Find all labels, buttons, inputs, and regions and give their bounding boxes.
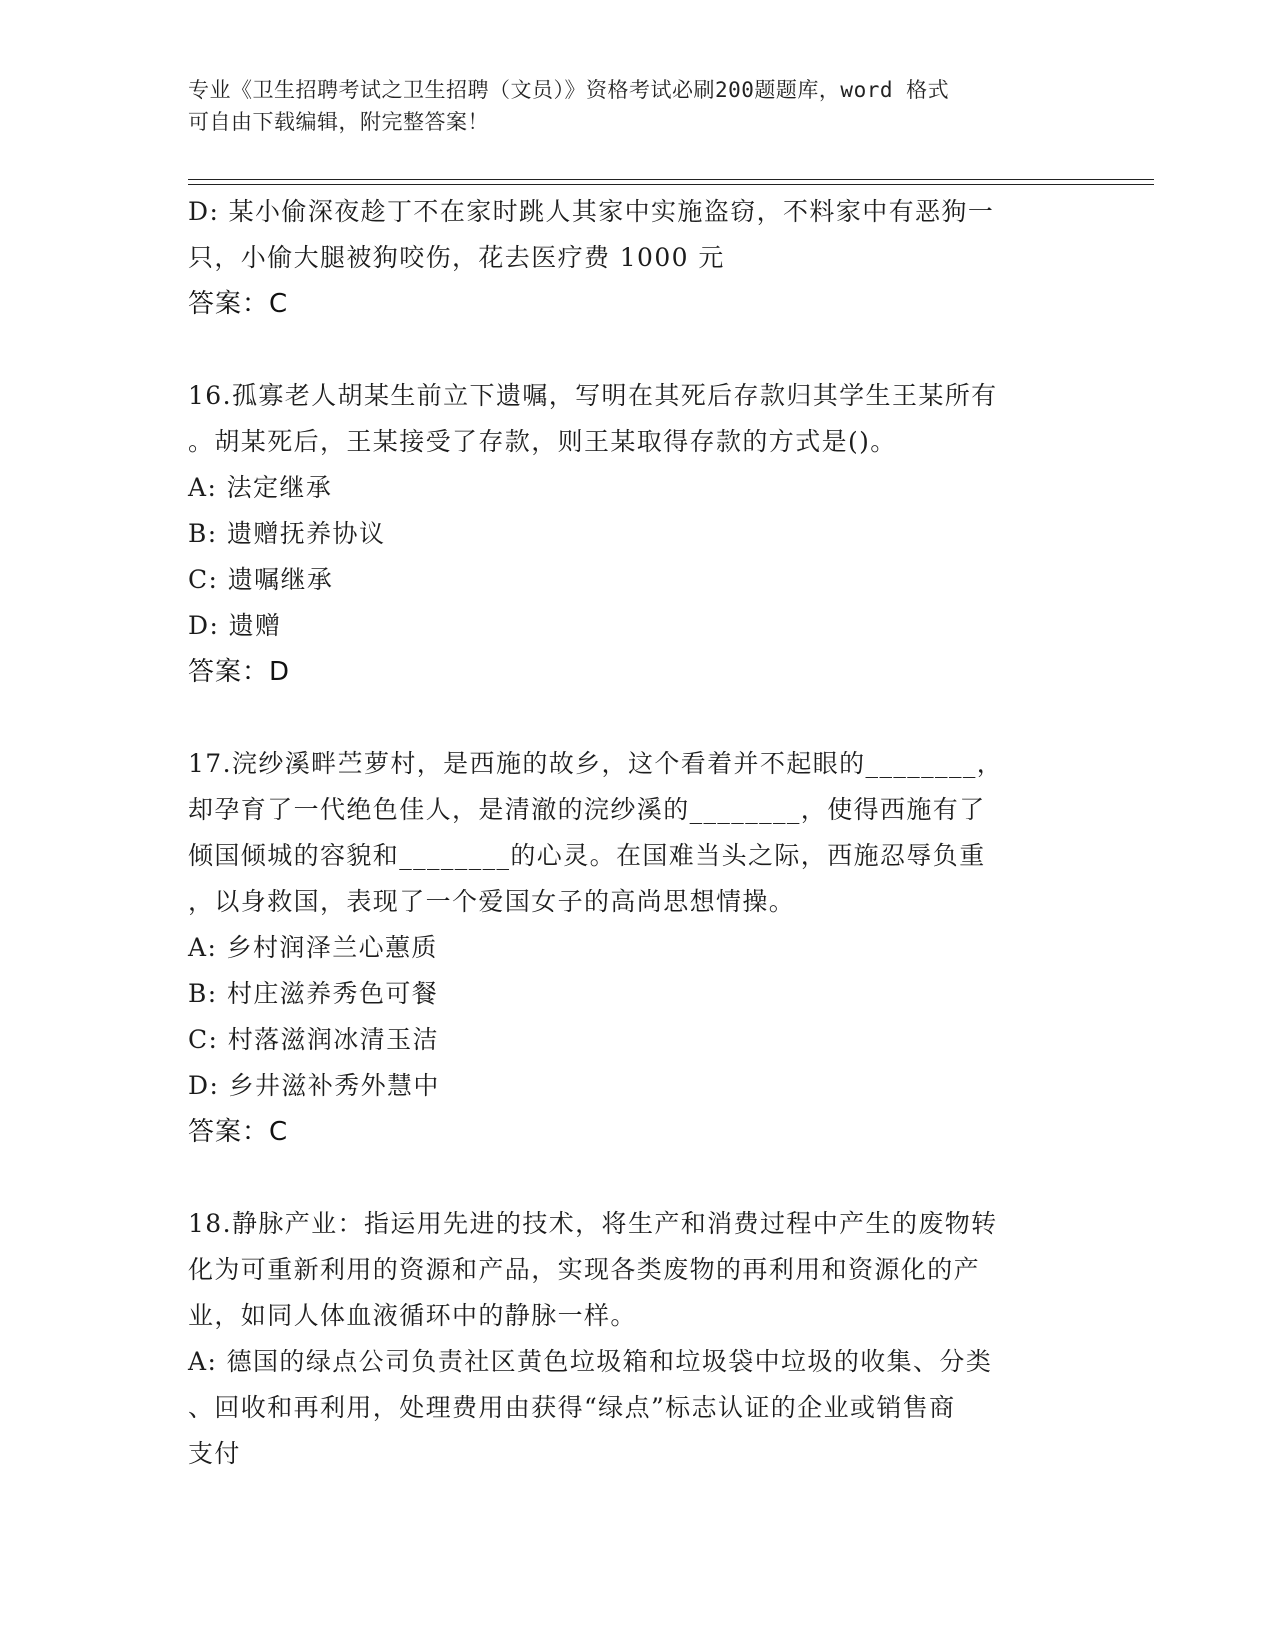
option-a-continued: 支付 (188, 1439, 241, 1468)
header-divider-bottom (188, 184, 1154, 185)
question-stem-continued: 却孕育了一代绝色佳人，是清澈的浣纱溪的________，使得西施有了 (188, 795, 986, 824)
question-16 (188, 373, 1088, 695)
option-c: C: 村落滋润冰清玉洁 (188, 1025, 439, 1054)
question-stem: 17.浣纱溪畔苎萝村，是西施的故乡，这个看着并不起眼的________， (188, 749, 1004, 778)
answer: 答案：C (188, 1117, 289, 1147)
document-body (188, 189, 1088, 1477)
header-title-line-1: 专业《卫生招聘考试之卫生招聘（文员）》资格考试必刷200题题库，word 格式 (188, 78, 950, 102)
answer: 答案：D (188, 657, 291, 687)
option-d: D: 遗赠 (188, 611, 282, 640)
question-17 (188, 741, 1088, 1155)
option-d: D: 乡井滋补秀外慧中 (188, 1071, 440, 1100)
answer: 答案：C (188, 289, 289, 319)
question-stem-continued: 。胡某死后，王某接受了存款，则王某取得存款的方式是()。 (188, 427, 897, 456)
option-b: B: 村庄滋养秀色可餐 (188, 979, 439, 1008)
question-stem-continued: ，以身救国，表现了一个爱国女子的高尚思想情操。 (188, 887, 796, 916)
option-a: A: 法定继承 (188, 473, 333, 502)
option-d-continued: 只，小偷大腿被狗咬伤，花去医疗费 1000 元 (188, 243, 725, 272)
question-18 (188, 1201, 1088, 1477)
question-15-tail (188, 189, 1088, 327)
question-stem: 18.静脉产业：指运用先进的技术，将生产和消费过程中产生的废物转 (188, 1209, 998, 1238)
option-a: A: 乡村润泽兰心蕙质 (188, 933, 438, 962)
spacer (188, 327, 1088, 373)
question-stem-continued: 业，如同人体血液循环中的静脉一样。 (188, 1301, 637, 1330)
option-c: C: 遗嘱继承 (188, 565, 334, 594)
option-a: A: 德国的绿点公司负责社区黄色垃圾箱和垃圾袋中垃圾的收集、分类 (188, 1347, 993, 1376)
header-title-line-2: 可自由下载编辑，附完整答案！ (188, 110, 489, 134)
option-a-continued: 、回收和再利用，处理费用由获得“绿点”标志认证的企业或销售商 (188, 1393, 956, 1422)
header-divider-top (188, 179, 1154, 180)
document-header (188, 74, 1088, 138)
spacer (188, 1155, 1088, 1201)
question-stem-continued: 倾国倾城的容貌和________的心灵。在国难当头之际，西施忍辱负重 (188, 841, 986, 870)
option-b: B: 遗赠抚养协议 (188, 519, 386, 548)
option-d: D: 某小偷深夜趁丁不在家时跳人其家中实施盗窃，不料家中有恶狗一 (188, 197, 995, 226)
spacer (188, 695, 1088, 741)
question-stem: 16.孤寡老人胡某生前立下遗嘱，写明在其死后存款归其学生王某所有 (188, 381, 998, 410)
question-stem-continued: 化为可重新利用的资源和产品，实现各类废物的再利用和资源化的产 (188, 1255, 981, 1284)
